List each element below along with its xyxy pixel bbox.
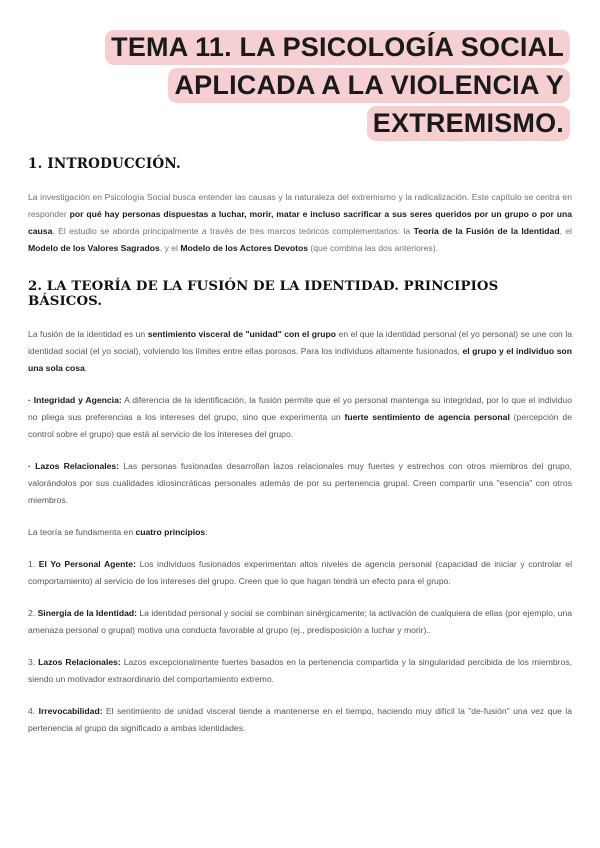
principle-3-paragraph: 3. Lazos Relacionales: Lazos excepcionalmente fuertes basados en la pertenencia compartida y la singularidad percibida de los miembros, siendo un motivador extraordinario del comportamiento extremo. bbox=[28, 657, 573, 684]
intro-paragraph: La investigación en Psicología Social busca entender las causas y la naturaleza del extremismo y la radicalización. Este capítulo se centra en responder por qué hay personas dispuestas a luchar, morir, matar e incluso sacrificar a sus seres queridos por un grupo o por una causa. El estudio se aborda principalmente a través de tres marcos teóricos complementarios: la Teoría de la Fusión de la Identidad, el Modelo de los Valores Sagrados, y el Modelo de los Actores Devotos (que combina las dos anteriores). bbox=[28, 192, 573, 253]
page-title bbox=[30, 30, 570, 144]
principle-1-paragraph: 1. El Yo Personal Agente: Los individuos fusionados experimentan altos niveles de agencia personal (capacidad de iniciar y controlar el comportamiento) al servicio de los intereses del grupo. Creen que lo que hagan tendrá un efecto para el grupo. bbox=[28, 559, 572, 586]
title-line-1: TEMA 11. LA PSICOLOGÍA SOCIAL bbox=[30, 30, 570, 65]
lazos-relacionales-paragraph: · Lazos Relacionales: Las personas fusionadas desarrollan lazos relacionales muy fuertes y estrechos con otros miembros del grupo, valorándolos por sus cualidades idiosincráticas personales además de por su pertenencia grupal. Creen compartir una "esencia" con otros miembros. bbox=[28, 461, 572, 505]
title-line-3: EXTREMISMO. bbox=[30, 106, 570, 141]
principle-2-paragraph: 2. Sinergia de la Identidad: La identidad personal y social se combinan sinérgicamente; la activación de cualquiera de ellas (por ejemplo, una amenaza personal o grupal) motiva una conducta favorable al grupo (ej., predisposición a luchar y morir).. bbox=[28, 608, 573, 635]
principle-4-paragraph: 4. Irrevocabilidad: El sentimiento de unidad visceral tiende a mantenerse en el tiempo, haciendo muy difícil la "de-fusión" una vez que la pertenencia al grupo da significado a ambas identidades. bbox=[28, 706, 572, 733]
principios-intro-paragraph: La teoría se fundamenta en cuatro principios: bbox=[28, 527, 208, 537]
section-2-heading: 2. LA TEORÍA DE LA FUSIÓN DE LA IDENTIDAD. PRINCIPIOS BÁSICOS. bbox=[28, 279, 499, 309]
integridad-agencia-paragraph: · Integridad y Agencia: A diferencia de la identificación, la fusión permite que el yo personal mantenga su integridad, por lo que el individuo no pliega sus preferencias a los intereses del grupo, sino que experimenta un fuerte sentimiento de agencia personal (percepción de control sobre el grupo) que está al servicio de los intereses del grupo. bbox=[28, 395, 572, 439]
title-line-2: APLICADA A LA VIOLENCIA Y bbox=[30, 68, 570, 103]
document-body bbox=[28, 156, 572, 752]
fusion-definition-paragraph: La fusión de la identidad es un sentimiento visceral de "unidad" con el grupo en el que la identidad personal (el yo personal) se une con la identidad social (el yo social), volviendo los límites entre ellas porosos. Para los individuos altamente fusionados, el grupo y el individuo son una sola cosa. bbox=[28, 329, 573, 373]
section-1-heading: 1. INTRODUCCIÓN. bbox=[28, 156, 181, 172]
